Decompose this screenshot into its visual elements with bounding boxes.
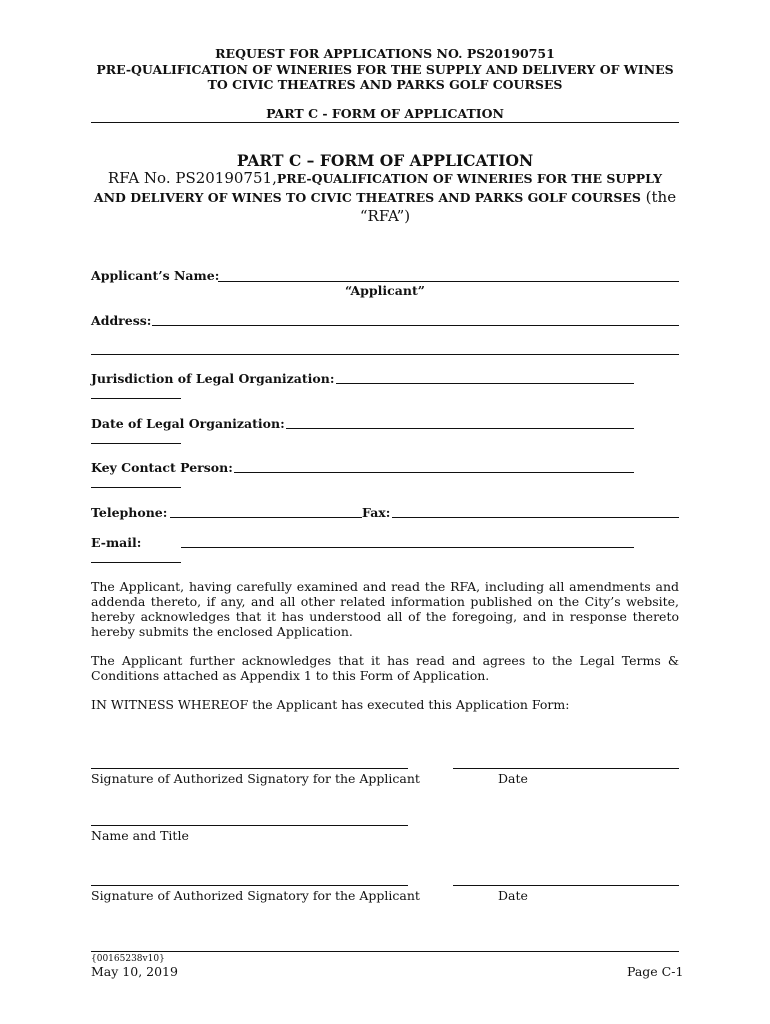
applicant-caption: “Applicant” xyxy=(345,283,425,298)
signature-label-1: Signature of Authorized Signatory for the Applicant xyxy=(91,771,420,786)
header-divider xyxy=(91,122,679,123)
date-line-2[interactable] xyxy=(453,885,679,886)
part-header: PART C - FORM OF APPLICATION xyxy=(266,106,504,121)
rfa-description xyxy=(90,169,680,226)
rfa-title-header-line1: PRE-QUALIFICATION OF WINERIES FOR THE SUPPLY AND DELIVERY OF WINES xyxy=(96,62,674,77)
rfa-subject: PRE-QUALIFICATION OF WINERIES FOR THE SUPPLY AND DELIVERY OF WINES TO CIVIC THEATRES AND PARKS GOLF COURSES xyxy=(93,171,663,205)
name-title-label: Name and Title xyxy=(91,828,189,843)
key-contact-field-continuation[interactable] xyxy=(91,487,181,488)
address-field-line1[interactable] xyxy=(152,325,679,326)
date-label-2: Date xyxy=(498,888,528,903)
address-label: Address: xyxy=(91,313,152,328)
telephone-label: Telephone: xyxy=(91,505,168,520)
signature-line-2[interactable] xyxy=(91,885,408,886)
form-title: PART C – FORM OF APPLICATION xyxy=(236,151,534,170)
fax-field[interactable] xyxy=(392,517,679,518)
acknowledgement-paragraph: The Applicant, having carefully examined and read the RFA, including all amendments and addenda thereto, if any, and all other related information published on the City’s website, hereby acknowledges that it has understood all of the foregoing, and in response thereto hereby submits the enclosed Application. xyxy=(91,579,679,639)
jurisdiction-label: Jurisdiction of Legal Organization: xyxy=(91,371,335,386)
name-title-line[interactable] xyxy=(91,825,408,826)
email-label: E-mail: xyxy=(91,535,142,550)
witness-paragraph: IN WITNESS WHEREOF the Applicant has executed this Application Form: xyxy=(91,697,570,712)
page-number: Page C-1 xyxy=(627,964,684,979)
signature-line-1[interactable] xyxy=(91,768,408,769)
key-contact-label: Key Contact Person: xyxy=(91,460,233,475)
applicant-name-label: Applicant’s Name: xyxy=(91,268,220,283)
email-field-continuation[interactable] xyxy=(91,562,181,563)
footer-divider xyxy=(91,951,679,952)
date-label-1: Date xyxy=(498,771,528,786)
address-field-line2[interactable] xyxy=(91,354,679,355)
signature-label-2: Signature of Authorized Signatory for the Applicant xyxy=(91,888,420,903)
applicant-name-field[interactable] xyxy=(218,281,679,282)
date-org-field-continuation[interactable] xyxy=(91,443,181,444)
rfa-number-header: REQUEST FOR APPLICATIONS NO. PS20190751 xyxy=(215,46,555,61)
email-field[interactable] xyxy=(181,547,634,548)
jurisdiction-field-continuation[interactable] xyxy=(91,398,181,399)
legal-terms-paragraph: The Applicant further acknowledges that it has read and agrees to the Legal Terms & Conditions attached as Appendix 1 to this Form of Application. xyxy=(91,653,679,683)
rfa-number: RFA No. PS20190751, xyxy=(107,169,277,187)
date-org-label: Date of Legal Organization: xyxy=(91,416,285,431)
rfa-title-header-line2: TO CIVIC THEATRES AND PARKS GOLF COURSES xyxy=(207,77,563,92)
date-line-1[interactable] xyxy=(453,768,679,769)
fax-label: Fax: xyxy=(362,505,391,520)
jurisdiction-field[interactable] xyxy=(336,383,634,384)
date-org-field[interactable] xyxy=(286,428,634,429)
document-id: {00165238v10} xyxy=(91,954,165,964)
footer-date: May 10, 2019 xyxy=(91,964,178,979)
rfa-short-name: (the “RFA”) xyxy=(359,188,677,225)
telephone-field[interactable] xyxy=(170,517,362,518)
key-contact-field[interactable] xyxy=(234,472,634,473)
